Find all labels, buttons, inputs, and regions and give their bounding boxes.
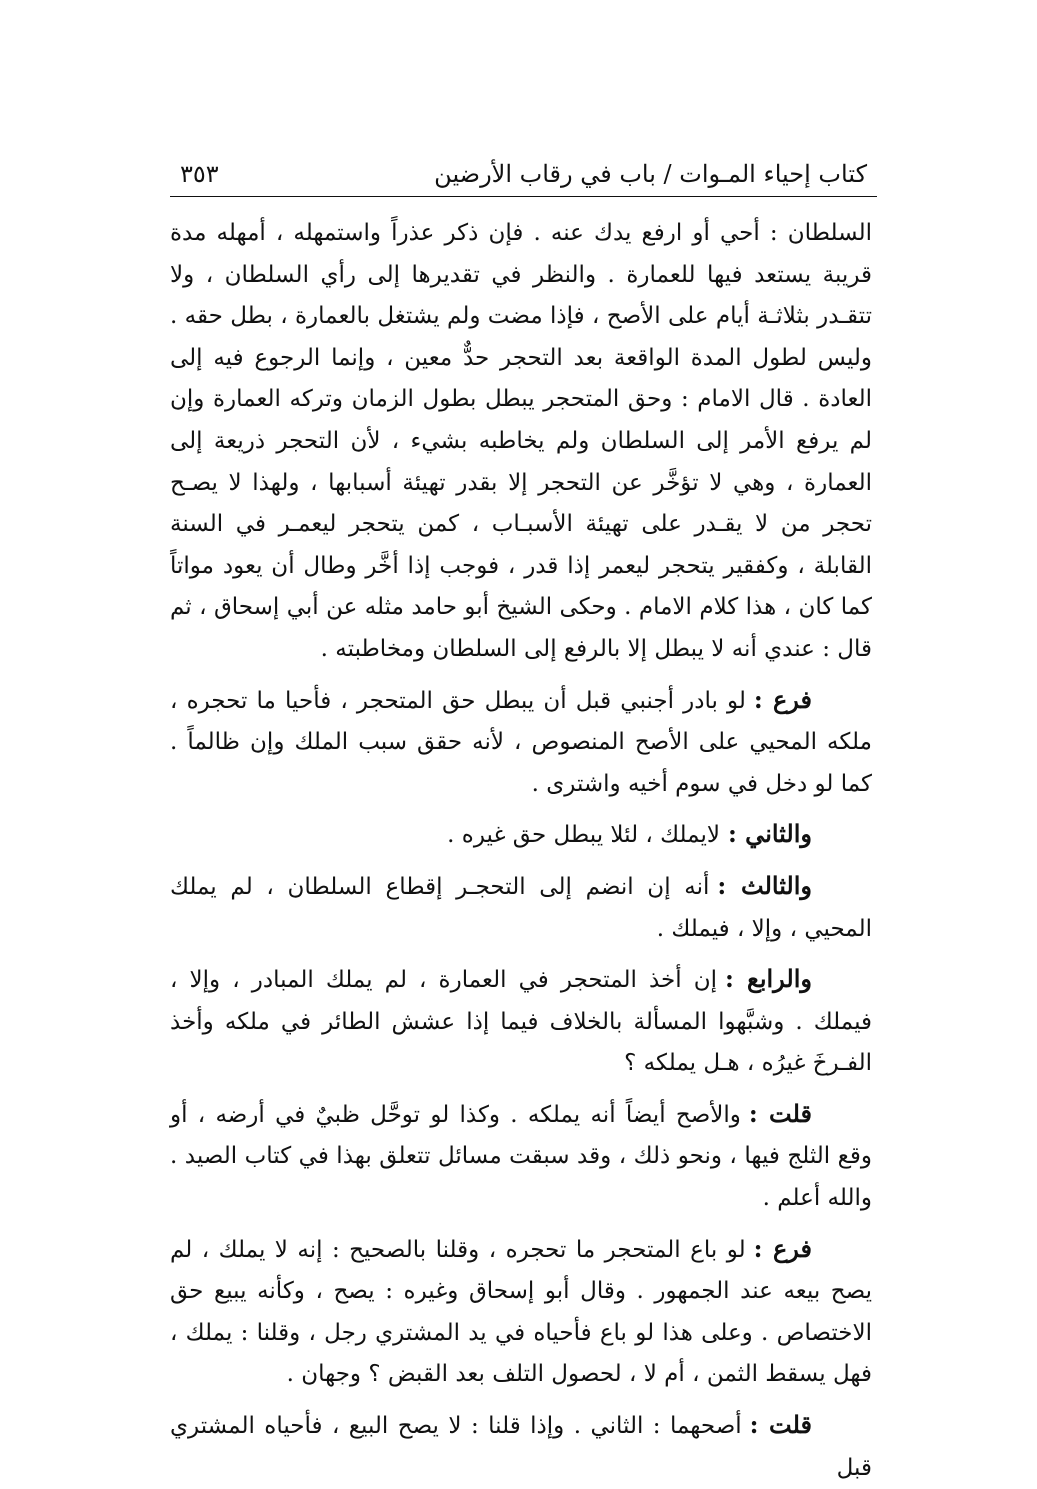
paragraph-7-text: لو باع المتحجر ما تحجره ، وقلنا بالصحيح : إنه لا يملك ، لم يصح بيعه عند الجمهور . وقال أبو إسحاق وغيره : يصح ، وكأنه يبيع حق الاختصاص . وعلى هذا لو باع فأحياه في يد المشتري رجل ، وقلنا : يملك ، فهل يسقط الثمن ، أم لا ، لحصول التلف بعد القبض ؟ وجهان .	[170, 1236, 872, 1388]
paragraph-1: السلطان : أحي أو ارفع يدك عنه . فإن ذكر عذراً واستمهله ، أمهله مدة قريبة يستعد فيها للعمارة . والنظر في تقديرها إلى رأي السلطان ، ولا تتقـدر بثلاثـة أيام على الأصح ، فإذا مضت ولم يشتغل بالعمارة ، بطل حقه . وليس لطول المدة الواقعة بعد التحجر حدٌّ معين ، وإنما الرجوع فيه إلى العادة . قال الامام : وحق المتحجر يبطل بطول الزمان وتركه العمارة وإن لم يرفع الأمر إلى السلطان ولم يخاطبه بشيء ، لأن التحجر ذريعة إلى العمارة ، وهي لا تؤخَّر عن التحجر إلا بقدر تهيئة أسبابها ، ولهذا لا يصـح تحجر من لا يقـدر على تهيئة الأسبـاب ، كمن يتحجر ليعمـر في السنة القابلة ، وكفقير يتحجر ليعمر إذا قدر ، فوجب إذا أخَّر وطال أن يعود مواتاً كما كان ، هذا كلام الامام . وحكى الشيخ أبو حامد مثله عن أبي إسحاق ، ثم قال : عندي أنه لا يبطل إلا بالرفع إلى السلطان ومخاطبته .	[170, 220, 872, 662]
paragraph-8-lead: قلت :	[749, 1410, 812, 1440]
paragraph-7	[170, 1228, 872, 1396]
paragraph-2	[170, 679, 872, 806]
paragraph-6-lead: قلت :	[748, 1098, 812, 1128]
paragraph-4-lead: والثالث :	[717, 870, 813, 900]
paragraph-3-lead: والثاني :	[727, 819, 812, 849]
header-title: كتاب إحياء المـوات / باب في رقاب الأرضين	[434, 160, 867, 188]
paragraph-3	[170, 813, 872, 857]
paragraph-7-lead: فرع :	[753, 1233, 813, 1263]
header-rule	[170, 196, 877, 197]
paragraph-2-text: لو بادر أجنبي قبل أن يبطل حق المتحجر ، فأحيا ما تحجره ، ملكه المحيي على الأصح المنصوص ، لأنه حقق سبب الملك وإن ظالماً . كما لو دخل في سوم أخيه واشترى .	[170, 687, 872, 797]
paragraph-6	[170, 1093, 872, 1220]
paragraph-5-lead: والرابع :	[725, 964, 812, 994]
paragraph-5	[170, 958, 872, 1085]
paragraph-6-text: والأصح أيضاً أنه يملكه . وكذا لو توحَّل ظبيٌ في أرضه ، أو وقع الثلج فيها ، ونحو ذلك ، وقد سبقت مسائل تتعلق بهذا في كتاب الصيد . والله أعلم .	[170, 1101, 872, 1212]
paragraph-8	[170, 1404, 872, 1489]
page-number: ٣٥٣	[180, 160, 219, 188]
page-body	[170, 213, 872, 1489]
paragraph-5-text: إن أخذ المتحجر في العمارة ، لم يملك المبادر ، وإلا ، فيملك . وشبَّهوا المسألة بالخلاف فيما إذا عشش الطائر في ملكه وأخذ الفـرخَ غيرُه ، هـل يملكه ؟	[170, 967, 872, 1077]
paragraph-3-text: لايملك ، لئلا يبطل حق غيره .	[447, 822, 720, 849]
paragraph-4	[170, 865, 872, 950]
paragraph-8-text: أصحهما : الثاني . وإذا قلنا : لا يصح البيع ، فأحياه المشتري قبل	[170, 1413, 872, 1481]
paragraph-4-text: أنه إن انضم إلى التحجـر إقطاع السلطان ، لم يملك المحيي ، وإلا ، فيملك .	[170, 873, 872, 942]
paragraph-2-lead: فرع :	[753, 684, 813, 714]
running-header	[180, 148, 867, 188]
